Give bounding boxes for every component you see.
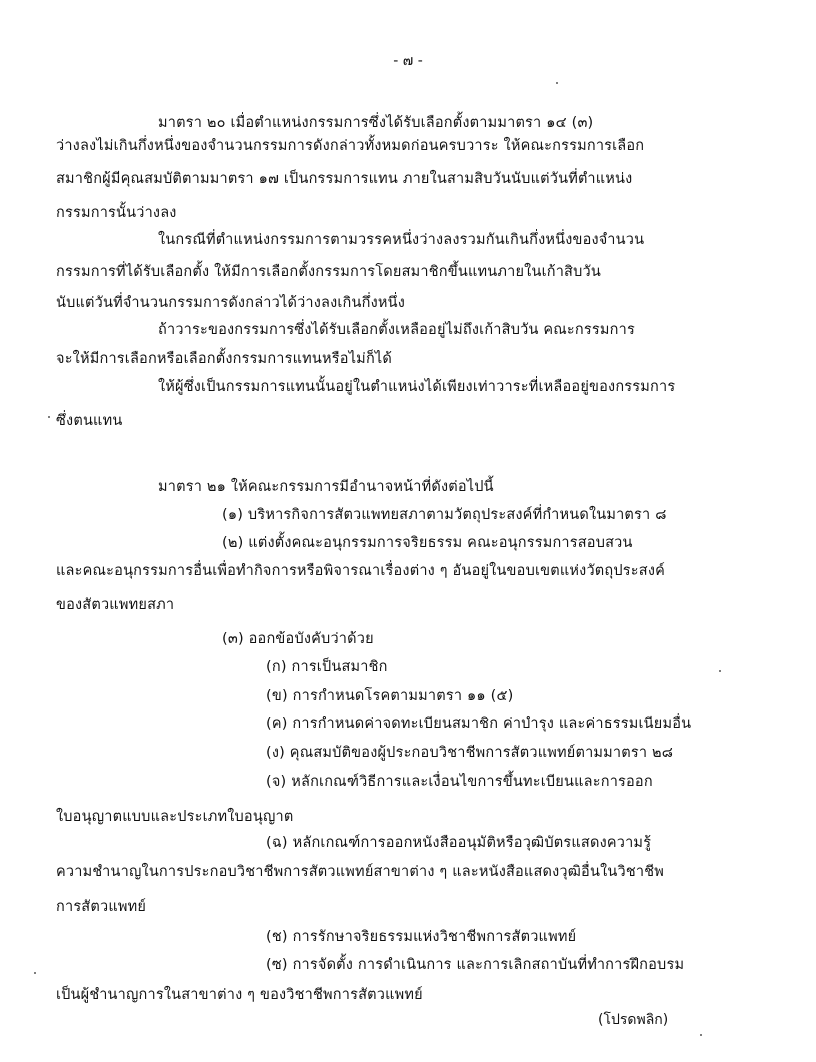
subitem-so-line-2: เป็นผู้ชำนาญการในสาขาต่าง ๆ ของวิชาชีพการสัตวแพทย์ bbox=[56, 987, 423, 1003]
section-21-item-2-line-3: ของสัตวแพทยสภา bbox=[56, 597, 175, 613]
subitem-cho-line-2: ใบอนุญาตแบบและประเภทใบอนุญาต bbox=[56, 809, 294, 825]
section-20-line-3: สมาชิกผู้มีคุณสมบัติตามมาตรา ๑๗ เป็นกรรมการแทน ภายในสามสิบวันนับแต่วันที่ตำแหน่ง bbox=[56, 171, 633, 187]
section-21-item-1: (๑) บริหารกิจการสัตวแพทยสภาตามวัตถุประสงค์ที่กำหนดในมาตรา ๘ bbox=[222, 507, 667, 523]
subitem-chho-line-2: ความชำนาญในการประกอบวิชาชีพการสัตวแพทย์สาขาต่าง ๆ และหนังสือแสดงวุฒิอื่นในวิชาชีพ bbox=[56, 864, 664, 880]
scan-speck bbox=[700, 1034, 702, 1036]
scan-speck bbox=[48, 416, 50, 418]
section-20-para-2-line-1: ในกรณีที่ตำแหน่งกรรมการตามวรรคหนึ่งว่างลงรวมกันเกินกึ่งหนึ่งของจำนวน bbox=[158, 232, 645, 248]
footer-please-turn-over: (โปรดพลิก) bbox=[598, 1012, 669, 1028]
section-21-item-3: (๓) ออกข้อบังคับว่าด้วย bbox=[222, 631, 374, 647]
section-20-para-2-line-3: นับแต่วันที่จำนวนกรรมการดังกล่าวได้ว่างลงเกินกึ่งหนึ่ง bbox=[56, 295, 406, 311]
section-21-item-2-line-1: (๒) แต่งตั้งคณะอนุกรรมการจริยธรรม คณะอนุกรรมการสอบสวน bbox=[222, 535, 633, 551]
subitem-ngo: (ง) คุณสมบัติของผู้ประกอบวิชาชีพการสัตวแพทย์ตามมาตรา ๒๘ bbox=[266, 745, 674, 761]
subitem-chho-line-3: การสัตวแพทย์ bbox=[56, 899, 147, 915]
subitem-so-line-1: (ซ) การจัดตั้ง การดำเนินการ และการเลิกสถาบันที่ทำการฝึกอบรม bbox=[266, 957, 685, 973]
section-21-item-2-line-2: และคณะอนุกรรมการอื่นเพื่อทำกิจการหรือพิจารณาเรื่องต่าง ๆ อันอยู่ในขอบเขตแห่งวัตถุประสงค์ bbox=[56, 563, 666, 579]
scan-speck bbox=[719, 670, 721, 672]
subitem-kho-khwai: (ค) การกำหนดค่าจดทะเบียนสมาชิก ค่าบำรุง และค่าธรรมเนียมอื่น bbox=[266, 716, 692, 732]
section-20-para-4-line-2: ซึ่งตนแทน bbox=[56, 413, 123, 429]
section-20-para-3-line-2: จะให้มีการเลือกหรือเลือกตั้งกรรมการแทนหรือไม่ก็ได้ bbox=[56, 351, 393, 367]
subitem-cho-line-1: (จ) หลักเกณฑ์วิธีการและเงื่อนไขการขึ้นทะเบียนและการออก bbox=[266, 774, 653, 790]
subitem-chho-line-1: (ฉ) หลักเกณฑ์การออกหนังสืออนุมัติหรือวุฒิบัตรแสดงความรู้ bbox=[266, 835, 652, 851]
subitem-ko: (ก) การเป็นสมาชิก bbox=[266, 659, 388, 675]
scan-speck bbox=[34, 972, 36, 974]
page-number: - ๗ - bbox=[393, 53, 423, 69]
section-20-line-2: ว่างลงไม่เกินกึ่งหนึ่งของจำนวนกรรมการดังกล่าวทั้งหมดก่อนครบวาระ ให้คณะกรรมการเลือก bbox=[56, 138, 645, 154]
section-20-para-2-line-2: กรรมการที่ได้รับเลือกตั้ง ให้มีการเลือกตั้งกรรมการโดยสมาชิกขึ้นแทนภายในเก้าสิบวัน bbox=[56, 264, 601, 280]
section-20-para-4-line-1: ให้ผู้ซึ่งเป็นกรรมการแทนนั้นอยู่ในตำแหน่งได้เพียงเท่าวาระที่เหลืออยู่ของกรรมการ bbox=[158, 379, 676, 395]
scan-speck bbox=[556, 82, 558, 84]
subitem-cho-chang: (ช) การรักษาจริยธรรมแห่งวิชาชีพการสัตวแพทย์ bbox=[266, 929, 577, 945]
section-20-heading: มาตรา ๒๐ เมื่อตำแหน่งกรรมการซึ่งได้รับเลือกตั้งตามมาตรา ๑๔ (๓) bbox=[158, 115, 594, 131]
section-20-line-4: กรรมการนั้นว่างลง bbox=[56, 205, 177, 221]
subitem-kho: (ข) การกำหนดโรคตามมาตรา ๑๑ (๕) bbox=[266, 688, 514, 704]
section-21-heading: มาตรา ๒๑ ให้คณะกรรมการมีอำนาจหน้าที่ดังต่อไปนี้ bbox=[158, 479, 494, 495]
section-20-para-3-line-1: ถ้าวาระของกรรมการซึ่งได้รับเลือกตั้งเหลืออยู่ไม่ถึงเก้าสิบวัน คณะกรรมการ bbox=[158, 322, 635, 338]
